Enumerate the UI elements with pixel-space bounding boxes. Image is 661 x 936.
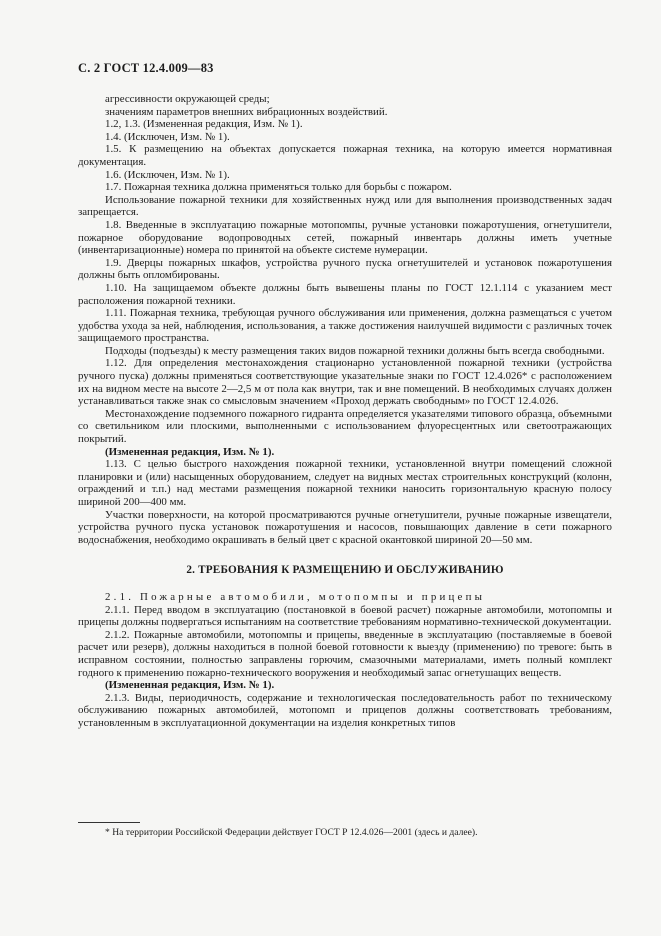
footnote-divider — [78, 822, 140, 823]
paragraph: Подходы (подъезды) к месту размещения таких видов пожарной техники должны быть всегда свободными. — [105, 344, 605, 357]
page-header: С. 2 ГОСТ 12.4.009—83 — [78, 61, 214, 75]
section-1-text — [78, 93, 612, 546]
paragraph: (Измененная редакция, Изм. № 1). — [105, 679, 275, 692]
paragraph: 1.6. (Исключен, Изм. № 1). — [105, 168, 230, 181]
document-body — [78, 93, 612, 730]
paragraph: 1.5. К размещению на объектах допускается пожарная техника, на которую имеется нормативная документация. — [78, 143, 612, 168]
paragraph: агрессивности окружающей среды; — [105, 93, 270, 105]
paragraph: 1.12. Для определения местонахождения стационарно установленной пожарной техники (устройства ручного пуска) должны применяться соответствующие указательные знаки по ГОСТ 12.4.026* с расположением их на видном месте на высоте 2—2,5 м от пола как внутри, так и вне помещений. В необходимых случаях должен устанавливаться также знак со смысловым значением «Проход держать свободным» по ГОСТ 12.4.026. — [78, 357, 612, 408]
paragraph: значениям параметров внешних вибрационных воздействий. — [105, 105, 388, 118]
paragraph: 1.9. Дверцы пожарных шкафов, устройства ручного пуска огнетушителей и установок пожаротушения должны быть опломбированы. — [78, 256, 612, 282]
paragraph: 2.1.3. Виды, периодичность, содержание и технологическая последовательность работ по техническому обслуживанию пожарных автомобилей, мотопомп и прицепов должны соответствовать требованиям, установленным в эксплуатационной документации на изделия конкретных типов — [78, 691, 612, 729]
paragraph: 1.13. С целью быстрого нахождения пожарной техники, установленной внутри помещений сложной планировки и (или) насыщенных оборудованием, следует на видных местах строительных конструкций (колонн, ограждений и т.п.) над местами размещения пожарной техники наносить горизонтальную красную полосу шириной 200—400 мм. — [78, 458, 612, 508]
paragraph: 1.10. На защищаемом объекте должны быть вывешены планы по ГОСТ 12.1.114 с указанием мест расположения пожарной техники. — [78, 281, 612, 307]
paragraph: 1.4. (Исключен, Изм. № 1). — [105, 130, 230, 143]
paragraph: 1.2, 1.3. (Измененная редакция, Изм. № 1). — [105, 118, 303, 131]
paragraph: Участки поверхности, на которой просматриваются ручные огнетушители, ручные пожарные извещатели, устройства ручного пуска установок пожаротушения и насосов, повышающих давление в сети пожарного водоснабжения, необходимо окрашивать в белый цвет с красной окантовкой шириной 20—50 мм. — [78, 508, 612, 546]
paragraph: 2.1.1. Перед вводом в эксплуатацию (постановкой в боевой расчет) пожарные автомобили, мотопомпы и прицепы должны подвергаться испытаниям на соответствие требованиям нормативно-технической документации. — [78, 603, 612, 629]
paragraph: Использование пожарной техники для хозяйственных нужд или для выполнения производственных задач запрещается. — [78, 193, 612, 219]
section-2-text — [78, 604, 612, 730]
section-title: 2. ТРЕБОВАНИЯ К РАЗМЕЩЕНИЮ И ОБСЛУЖИВАНИЮ — [186, 564, 504, 577]
subsection-title: 2.1. Пожарные автомобили, мотопомпы и прицепы — [105, 590, 486, 603]
paragraph: (Измененная редакция, Изм. № 1). — [105, 445, 275, 458]
paragraph: 1.11. Пожарная техника, требующая ручного обслуживания или применения, должна размещаться с учетом удобства ухода за ней, наблюдения, использования, а также достижения наилучшей видимости с различных точек защищаемого пространства. — [78, 307, 612, 345]
paragraph: Местонахождение подземного пожарного гидранта определяется указателями типового образца, объемными со светильником или плоскими, выполненными с использованием флуоресцентных или светоотражающих покрытий. — [78, 407, 612, 446]
paragraph: 1.7. Пожарная техника должна применяться только для борьбы с пожаром. — [105, 181, 452, 194]
paragraph: 2.1.2. Пожарные автомобили, мотопомпы и прицепы, введенные в эксплуатацию (поставляемые в боевой расчет или резерв), должны находиться в полной боевой готовности к выезду (применению) по тревоге: быть в исправном состоянии, полностью заправлены горючим, смазочными материалами, иметь полный комплект годного к применению пожарно-технического вооружения и необходимый запас огнетушащих веществ. — [78, 628, 612, 679]
paragraph: 1.8. Введенные в эксплуатацию пожарные мотопомпы, ручные установки пожаротушения, огнетушители, пожарное оборудование водопроводных сетей, пожарный инвентарь должны иметь учетные (инвентаризационные) номера по принятой на объекте системе нумерации. — [78, 218, 612, 257]
footnote: * На территории Российской Федерации действует ГОСТ Р 12.4.026—2001 (здесь и далее). — [105, 827, 478, 838]
